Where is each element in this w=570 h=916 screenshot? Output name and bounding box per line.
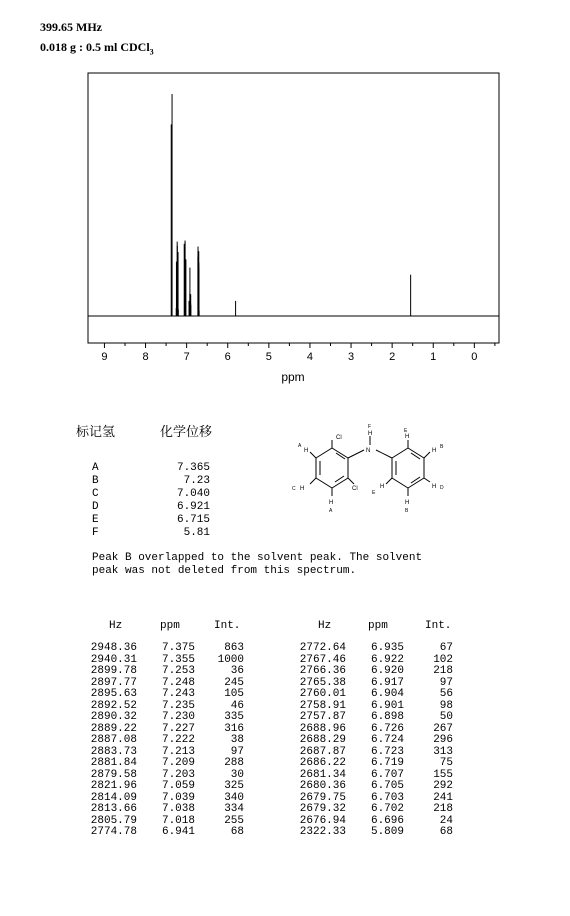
assignment-col2-header: 化学位移 [160,425,213,440]
frequency-label: 399.65 MHz [40,20,102,34]
right-ppm-cell: 6.703 [370,791,404,804]
atom-h-e1: H [405,434,410,440]
right-ppm-cell: 6.904 [370,688,404,700]
right-ppm-cell: 6.917 [370,676,404,689]
left-ppm-cell: 7.018 [161,814,195,827]
left-hz-cell: 2890.32 [90,711,137,723]
x-tick-label: 8 [142,351,149,363]
right-hz-cell: 2679.32 [299,803,346,815]
atom-cl-bottom: Cl [352,486,358,492]
x-axis-label: ppm [281,370,305,384]
molecule-structure [272,424,482,528]
atom-h-e2: H [380,484,385,490]
atom-h-c: H [300,486,305,492]
right-int-cell: 218 [433,665,453,677]
x-tick-label: 0 [471,351,478,363]
sample-subscript: 3 [149,47,154,57]
nmr-spectrum-chart [0,0,570,400]
atom-h-a2: H [329,500,334,506]
right-ppm-cell: 6.935 [370,642,404,654]
right-ppm-cell: 6.726 [370,722,404,735]
left-hz-cell: 2948.36 [90,642,137,654]
right-hz-cell: 2322.33 [299,826,346,838]
assignment-label: B [92,475,99,487]
right-int-cell: 67 [439,642,453,654]
left-ppm-cell: 7.253 [161,665,195,677]
col-header-hz-left: Hz [109,620,123,632]
label-b2: B [405,508,409,514]
left-hz-cell: 2881.84 [90,757,137,769]
right-hz-cell: 2680.36 [299,780,346,792]
x-axis [101,343,495,363]
right-ppm-cell: 6.901 [370,699,404,712]
right-ppm-cell: 6.922 [370,653,404,666]
assignment-shift: 6.921 [176,501,210,513]
left-ppm-cell: 7.203 [161,768,195,781]
assignment-col1-header: 标记氢 [76,425,116,440]
right-hz-cell: 2676.94 [299,814,346,827]
left-ppm-cell: 7.355 [161,653,195,666]
assignment-row [92,527,210,540]
left-int-cell: 863 [224,642,244,654]
atom-h-b2: H [405,500,410,506]
left-int-cell: 340 [224,791,244,804]
right-int-cell: 296 [433,734,453,746]
left-int-cell: 334 [224,803,244,815]
label-e1: E [404,428,408,434]
left-ppm-cell: 7.227 [161,722,195,735]
right-int-cell: 97 [439,676,453,689]
right-hz-cell: 2758.91 [299,699,346,712]
left-int-cell: 316 [224,722,244,735]
right-int-cell: 241 [433,791,453,804]
left-int-cell: 325 [224,780,244,792]
right-int-cell: 155 [433,768,453,781]
x-tick-label: 7 [183,351,190,363]
right-ppm-cell: 6.705 [370,780,404,792]
left-int-cell: 245 [224,676,244,689]
left-int-cell: 105 [224,688,244,700]
left-ppm-cell: 7.213 [161,745,195,758]
left-int-cell: 1000 [217,653,244,666]
col-header-hz-right: Hz [318,620,332,632]
left-ppm-cell: 7.235 [161,699,195,712]
right-ppm-cell: 6.920 [370,665,404,677]
assignment-row [92,475,210,488]
right-hz-cell: 2772.64 [299,642,346,654]
x-tick-label: 5 [265,351,272,363]
assignment-shift: 7.365 [176,462,210,474]
assignment-label: F [92,527,99,539]
note-line-1: Peak B overlapped to the solvent peak. The solvent [92,552,423,564]
right-hz-cell: 2760.01 [299,688,346,700]
atom-h-nh: H [368,431,373,437]
left-hz-cell: 2897.77 [90,676,137,689]
label-a1: A [298,443,302,449]
right-ppm-cell: 6.707 [370,768,404,781]
right-hz-cell: 2767.46 [299,653,346,666]
right-int-cell: 50 [439,711,453,723]
right-int-cell: 102 [433,653,453,666]
assignment-shift: 7.040 [176,488,210,500]
right-int-cell: 56 [439,688,453,700]
x-tick-label: 2 [389,351,396,363]
right-ppm-cell: 6.724 [370,734,404,746]
x-tick-label: 3 [347,351,355,363]
right-hz-cell: 2765.38 [299,676,346,689]
left-hz-cell: 2895.63 [90,688,137,700]
left-hz-cell: 2805.79 [90,814,137,827]
right-hz-cell: 2766.36 [299,665,346,677]
label-a2: A [329,508,333,514]
assignment-row [92,462,210,475]
atom-f-label: F [368,424,372,430]
right-int-cell: 313 [433,745,453,758]
x-tick-label: 9 [101,351,108,363]
left-hz-cell: 2879.58 [90,768,137,781]
left-hz-cell: 2883.73 [90,745,137,758]
left-ppm-cell: 7.059 [161,780,195,792]
note-line-2: peak was not deleted from this spectrum. [92,565,357,577]
atom-h-a1: H [304,448,309,454]
left-int-cell: 288 [224,757,244,769]
assignment-label: E [92,514,99,526]
assignment-label: A [92,462,99,474]
left-hz-cell: 2813.66 [90,803,137,815]
col-header-ppm-right: ppm [368,620,388,632]
left-hz-cell: 2892.52 [90,699,137,712]
right-hz-cell: 2686.22 [299,757,346,769]
atom-h-b1: H [432,448,437,454]
right-hz-cell: 2757.87 [299,711,346,723]
right-ppm-cell: 6.696 [370,814,404,827]
left-int-cell: 36 [230,665,244,677]
right-int-cell: 98 [439,699,453,712]
right-int-cell: 24 [439,814,453,827]
left-ppm-cell: 7.375 [161,642,195,654]
spectrum-note [92,552,422,578]
assignment-shift: 7.23 [183,475,210,487]
right-hz-cell: 2681.34 [299,768,346,781]
left-int-cell: 38 [230,734,244,746]
col-header-int-right: Int. [425,620,452,632]
assignment-row [92,488,210,501]
right-hz-cell: 2687.87 [299,745,346,758]
right-ppm-cell: 6.702 [370,803,404,815]
left-hz-cell: 2774.78 [90,826,137,838]
assignment-label: D [92,501,99,513]
left-int-cell: 30 [230,768,244,781]
left-hz-cell: 2899.78 [90,665,137,677]
x-tick-label: 6 [224,351,231,363]
right-ppm-cell: 6.898 [370,711,404,723]
assignment-row [92,501,210,514]
left-ppm-cell: 7.222 [161,734,195,746]
left-hz-cell: 2814.09 [90,791,137,804]
right-int-cell: 267 [433,722,453,735]
left-ppm-cell: 7.230 [161,711,195,723]
right-hz-cell: 2679.75 [299,791,346,804]
left-hz-cell: 2821.96 [90,780,137,792]
left-ppm-cell: 7.243 [161,688,195,700]
x-tick-label: 4 [306,351,314,363]
atom-cl-top: Cl [336,435,342,441]
peak-series [171,94,410,316]
right-int-cell: 218 [433,803,453,815]
right-int-cell: 292 [433,780,453,792]
label-e2: E [372,490,376,496]
right-ppm-cell: 5.809 [370,826,404,838]
left-int-cell: 255 [224,814,244,827]
left-ppm-cell: 7.248 [161,676,195,689]
left-hz-cell: 2940.31 [90,653,137,666]
left-ppm-cell: 7.038 [161,803,195,815]
right-int-cell: 68 [439,826,453,838]
col-header-int-left: Int. [214,620,241,632]
sample-text: 0.018 g : 0.5 ml CDCl [40,40,150,54]
assignment-label: C [92,488,99,500]
left-ppm-cell: 7.039 [161,791,195,804]
left-int-cell: 335 [224,711,244,723]
right-ppm-cell: 6.719 [370,757,404,769]
left-int-cell: 46 [230,699,244,712]
assignment-row [92,514,210,527]
label-d: D [440,485,444,491]
atom-h-d: H [432,484,437,490]
left-hz-cell: 2887.08 [90,734,137,746]
left-ppm-cell: 7.209 [161,757,195,769]
label-b1: B [440,444,444,450]
atom-n: N [366,448,371,454]
assignment-shift: 5.81 [183,527,210,539]
plot-frame [88,73,499,343]
left-int-cell: 68 [230,826,244,838]
x-tick-label: 1 [430,351,437,363]
label-c: C [292,486,296,492]
left-int-cell: 97 [230,745,244,758]
assignment-shift: 6.715 [176,514,210,526]
right-hz-cell: 2688.96 [299,722,346,735]
left-hz-cell: 2889.22 [90,722,137,735]
col-header-ppm-left: ppm [160,620,180,632]
right-int-cell: 75 [439,757,453,769]
left-ppm-cell: 6.941 [161,826,195,838]
right-hz-cell: 2688.29 [299,734,346,746]
right-ppm-cell: 6.723 [370,745,404,758]
